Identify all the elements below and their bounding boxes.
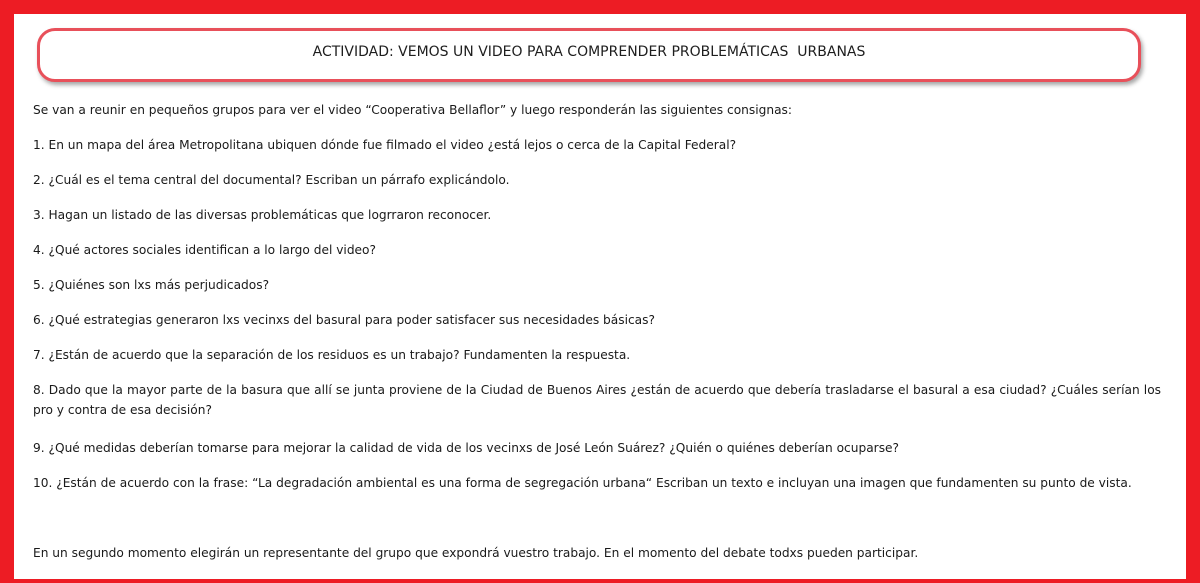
question-4: 4. ¿Qué actores sociales identifican a lo largo del video? [33,243,376,257]
question-8: 8. Dado que la mayor parte de la basura que allí se junta proviene de la Ciudad de Buenos Aires ¿están de acuerdo que debería trasladarse el basural a esa ciudad? ¿Cuáles serían los pro y contra de esa decisión? [33,383,1161,417]
activity-title-box [37,28,1141,82]
question-6: 6. ¿Qué estrategias generaron lxs vecinxs del basural para poder satisfacer sus necesidades básicas? [33,313,655,327]
closing-paragraph: En un segundo momento elegirán un representante del grupo que expondrá vuestro trabajo. En el momento del debate todxs pueden participar. [33,546,919,560]
question-10: 10. ¿Están de acuerdo con la frase: “La degradación ambiental es una forma de segregación urbana“ Escriban un texto e incluyan una imagen que fundamenten su punto de vista. [33,476,1132,490]
question-1: 1. En un mapa del área Metropolitana ubiquen dónde fue filmado el video ¿está lejos o cerca de la Capital Federal? [33,138,737,152]
question-9: 9. ¿Qué medidas deberían tomarse para mejorar la calidad de vida de los vecinxs de José León Suárez? ¿Quién o quiénes deberían ocuparse? [33,441,900,455]
activity-title: ACTIVIDAD: VEMOS UN VIDEO PARA COMPRENDER PROBLEMÁTICAS URBANAS [312,44,866,60]
question-2: 2. ¿Cuál es el tema central del documental? Escriban un párrafo explicándolo. [33,173,510,187]
intro-paragraph: Se van a reunir en pequeños grupos para ver el video “Cooperativa Bellaflor” y luego responderán las siguientes consignas: [33,103,792,117]
question-3: 3. Hagan un listado de las diversas problemáticas que logrraron reconocer. [33,208,492,222]
question-7: 7. ¿Están de acuerdo que la separación de los residuos es un trabajo? Fundamenten la respuesta. [33,348,631,362]
question-5: 5. ¿Quiénes son lxs más perjudicados? [33,278,270,292]
